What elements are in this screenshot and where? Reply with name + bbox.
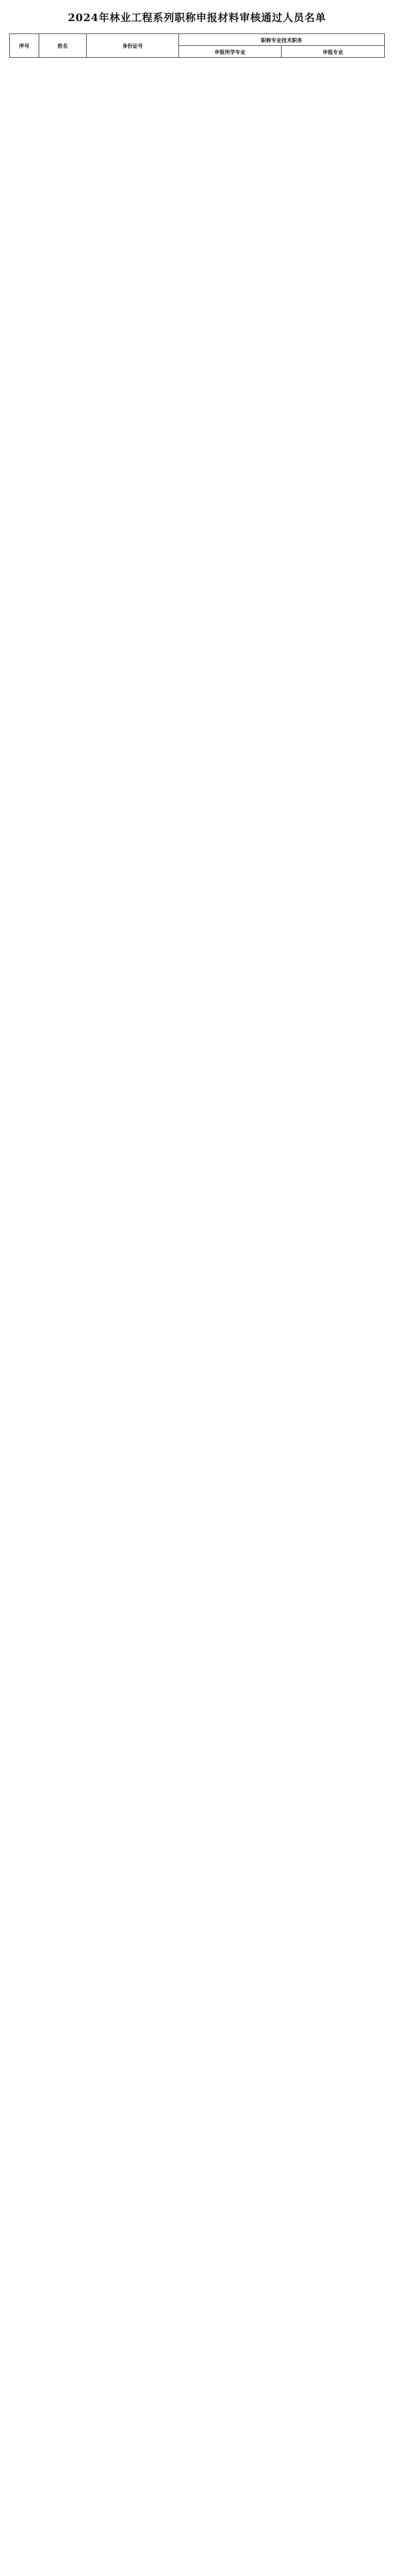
table-header — [10, 34, 385, 58]
header-id: 身份证号 — [87, 34, 179, 58]
header-no: 序号 — [10, 34, 39, 58]
header-position-group: 职称专业技术职务 — [178, 34, 384, 46]
approved-personnel-table — [9, 33, 385, 58]
header-apply: 申报专业 — [282, 46, 385, 58]
header-current: 申报所学专业 — [178, 46, 282, 58]
document-title: 2024年林业工程系列职称申报材料审核通过人员名单 — [68, 11, 326, 24]
table-header-row-1 — [10, 34, 385, 46]
header-name: 姓名 — [39, 34, 86, 58]
